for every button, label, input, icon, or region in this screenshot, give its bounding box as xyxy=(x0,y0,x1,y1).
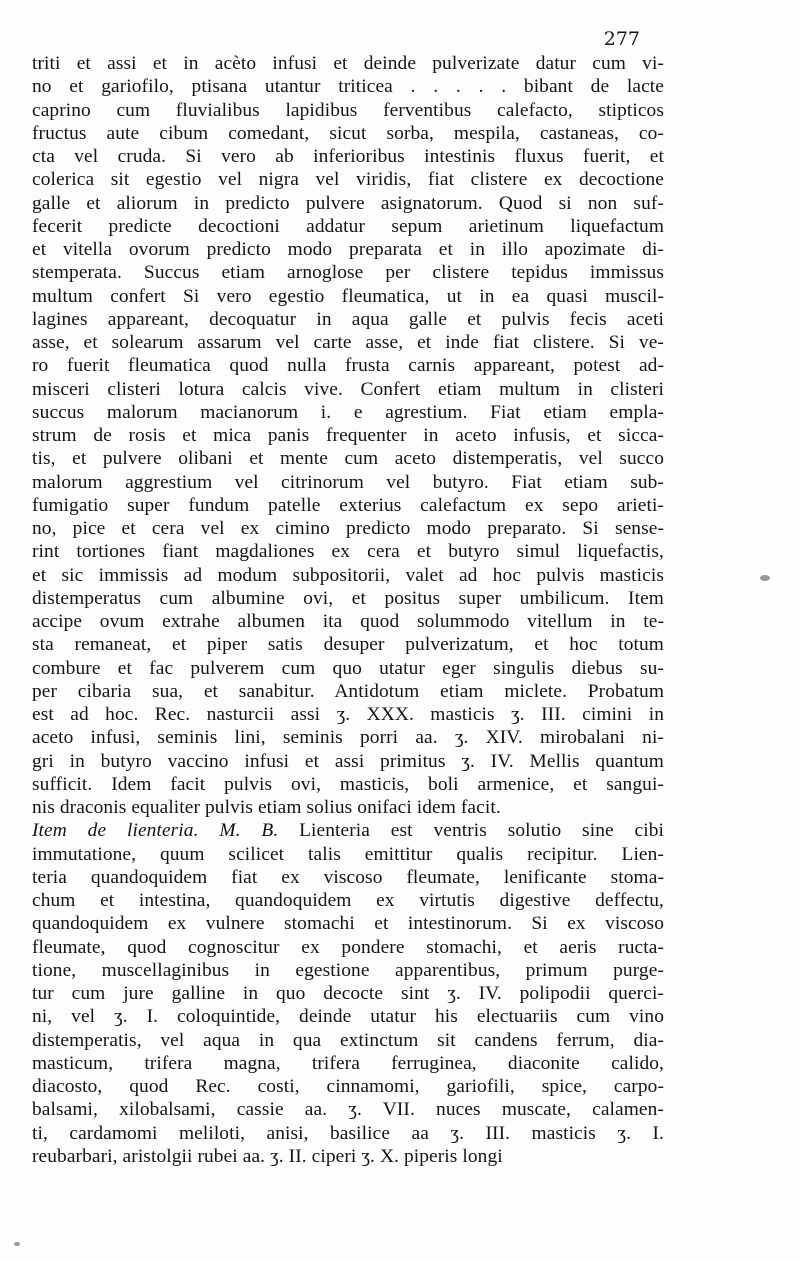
text-line: et vitella ovorum predicto modo preparata et in illo apozimate di- xyxy=(32,239,664,260)
text-line: fecerit predicte decoctioni addatur sepum arietinum liquefactum xyxy=(32,215,664,237)
text-line: sta remaneat, et piper satis desuper pulverizatum, et hoc totum xyxy=(32,634,664,656)
text-line: diacosto, quod Rec. costi, cinnamomi, gariofili, spice, carpo- xyxy=(32,1076,664,1097)
text-line: fumigatio super fundum patelle exterius calefactum ex sepo arieti- xyxy=(32,494,664,516)
text-line: ni, vel ʒ. I. coloquintide, deinde utatur his electuariis cum vino xyxy=(32,1006,664,1028)
text-line: teria quandoquidem fiat ex viscoso fleumate, lenificante stoma- xyxy=(32,866,664,888)
text-line: colerica sit egestio vel nigra vel viridis, fiat clistere ex decoctione xyxy=(32,169,664,191)
text-line: nis draconis equaliter pulvis etiam solius onifaci idem facit. xyxy=(32,797,501,818)
text-line: asse, et solearum assarum vel carte asse, et inde fiat clistere. Si ve- xyxy=(32,332,664,353)
text-line: fleumate, quod cognoscitur ex pondere stomachi, et aeris ructa- xyxy=(32,936,664,958)
text-line: est ad hoc. Rec. nasturcii assi ʒ. XXX. masticis ʒ. III. cimini in xyxy=(32,704,664,725)
text-line: malorum aggrestium vel citrinorum vel butyro. Fiat etiam sub- xyxy=(32,471,664,493)
text-line: reubarbari, aristolgii rubei aa. ʒ. II. ciperi ʒ. X. piperis longi xyxy=(32,1145,503,1167)
text-line: strum de rosis et mica panis frequenter in aceto infusis, et sicca- xyxy=(32,425,664,446)
text-line: gri in butyro vaccino infusi et assi primitus ʒ. IV. Mellis quantum xyxy=(32,750,664,772)
text-line: cta vel cruda. Si vero ab inferioribus intestinis fluxus fuerit, et xyxy=(32,146,664,167)
text-line: galle et aliorum in predicto pulvere asignatorum. Quod si non suf- xyxy=(32,192,664,214)
paper-speck xyxy=(14,1242,20,1246)
section-heading: Item de lienteria. M. B. xyxy=(32,820,300,842)
text-line: chum et intestina, quandoquidem ex virtutis digestive deffectu, xyxy=(32,890,664,911)
text-line: quandoquidem ex vulnere stomachi et intestinorum. Si ex viscoso xyxy=(32,913,664,935)
paper-speck xyxy=(760,575,770,581)
text-line: lagines appareant, decoquatur in aqua galle et pulvis fecis aceti xyxy=(32,308,664,330)
text-line: tur cum jure galline in quo decocte sint ʒ. IV. polipodii querci- xyxy=(32,983,664,1004)
text-line: masticum, trifera magna, trifera ferruginea, diaconite calido, xyxy=(32,1052,664,1074)
text-line xyxy=(32,819,664,842)
text-line: stemperata. Succus etiam arnoglose per clistere tepidus immissus xyxy=(32,262,664,284)
text-line: per cibaria sua, et sanabitur. Antidotum etiam miclete. Probatum xyxy=(32,680,664,702)
text-line: tis, et pulvere olibani et mente cum aceto distemperatis, vel succo xyxy=(32,448,664,470)
text-line: immutatione, quum scilicet talis emittitur qualis recipitur. Lien- xyxy=(32,843,664,865)
text-line-content: Lienteria est ventris solutio sine cibi xyxy=(299,820,664,842)
text-line: triti et assi et in acèto infusi et deinde pulverizate datur cum vi- xyxy=(32,53,664,74)
text-line: distemperatis, vel aqua in qua extinctum sit candens ferrum, dia- xyxy=(32,1029,664,1051)
text-line: rint tortiones fiant magdaliones ex cera et butyro simul liquefactis, xyxy=(32,541,664,563)
text-line: aceto infusi, seminis lini, seminis porri aa. ʒ. XIV. mirobalani ni- xyxy=(32,727,664,749)
text-line: ro fuerit fleumatica quod nulla frusta carnis appareant, potest ad- xyxy=(32,355,664,377)
text-line: misceri clisteri lotura calcis vive. Confert etiam multum in clisteri xyxy=(32,378,664,400)
text-line: sufficit. Idem facit pulvis ovi, masticis, boli armenice, et sangui- xyxy=(32,773,664,795)
text-line: caprino cum fluvialibus lapidibus ferventibus calefacto, stipticos xyxy=(32,99,664,121)
text-line: no, pice et cera vel ex cimino predicto modo preparato. Si sense- xyxy=(32,518,664,539)
text-line: accipe ovum extrahe albumen ita quod solummodo vitellum in te- xyxy=(32,611,664,632)
text-line: combure et fac pulverem cum quo utatur eger singulis diebus su- xyxy=(32,657,664,679)
page-number: 277 xyxy=(603,28,640,50)
text-line: ti, cardamomi meliloti, anisi, basilice aa ʒ. III. masticis ʒ. I. xyxy=(32,1122,664,1144)
text-line: multum confert Si vero egestio fleumatica, ut in ea quasi muscil- xyxy=(32,285,664,307)
text-line: tione, muscellaginibus in egestione apparentibus, primum purge- xyxy=(32,959,664,981)
text-line: et sic immissis ad modum subpositorii, valet ad hoc pulvis masticis xyxy=(32,564,664,586)
text-line: distemperatus cum albumine ovi, et positus super umbilicum. Item xyxy=(32,587,664,609)
text-line: no et gariofilo, ptisana utantur triticea . . . . . bibant de lacte xyxy=(32,76,664,98)
text-line: balsami, xilobalsami, cassie aa. ʒ. VII. nuces muscate, calamen- xyxy=(32,1099,664,1121)
body-text xyxy=(32,52,664,1168)
text-line: fructus aute cibum comedant, sicut sorba, mespila, castaneas, co- xyxy=(32,122,664,144)
text-line: succus malorum macianorum i. e agrestium. Fiat etiam empla- xyxy=(32,401,664,423)
